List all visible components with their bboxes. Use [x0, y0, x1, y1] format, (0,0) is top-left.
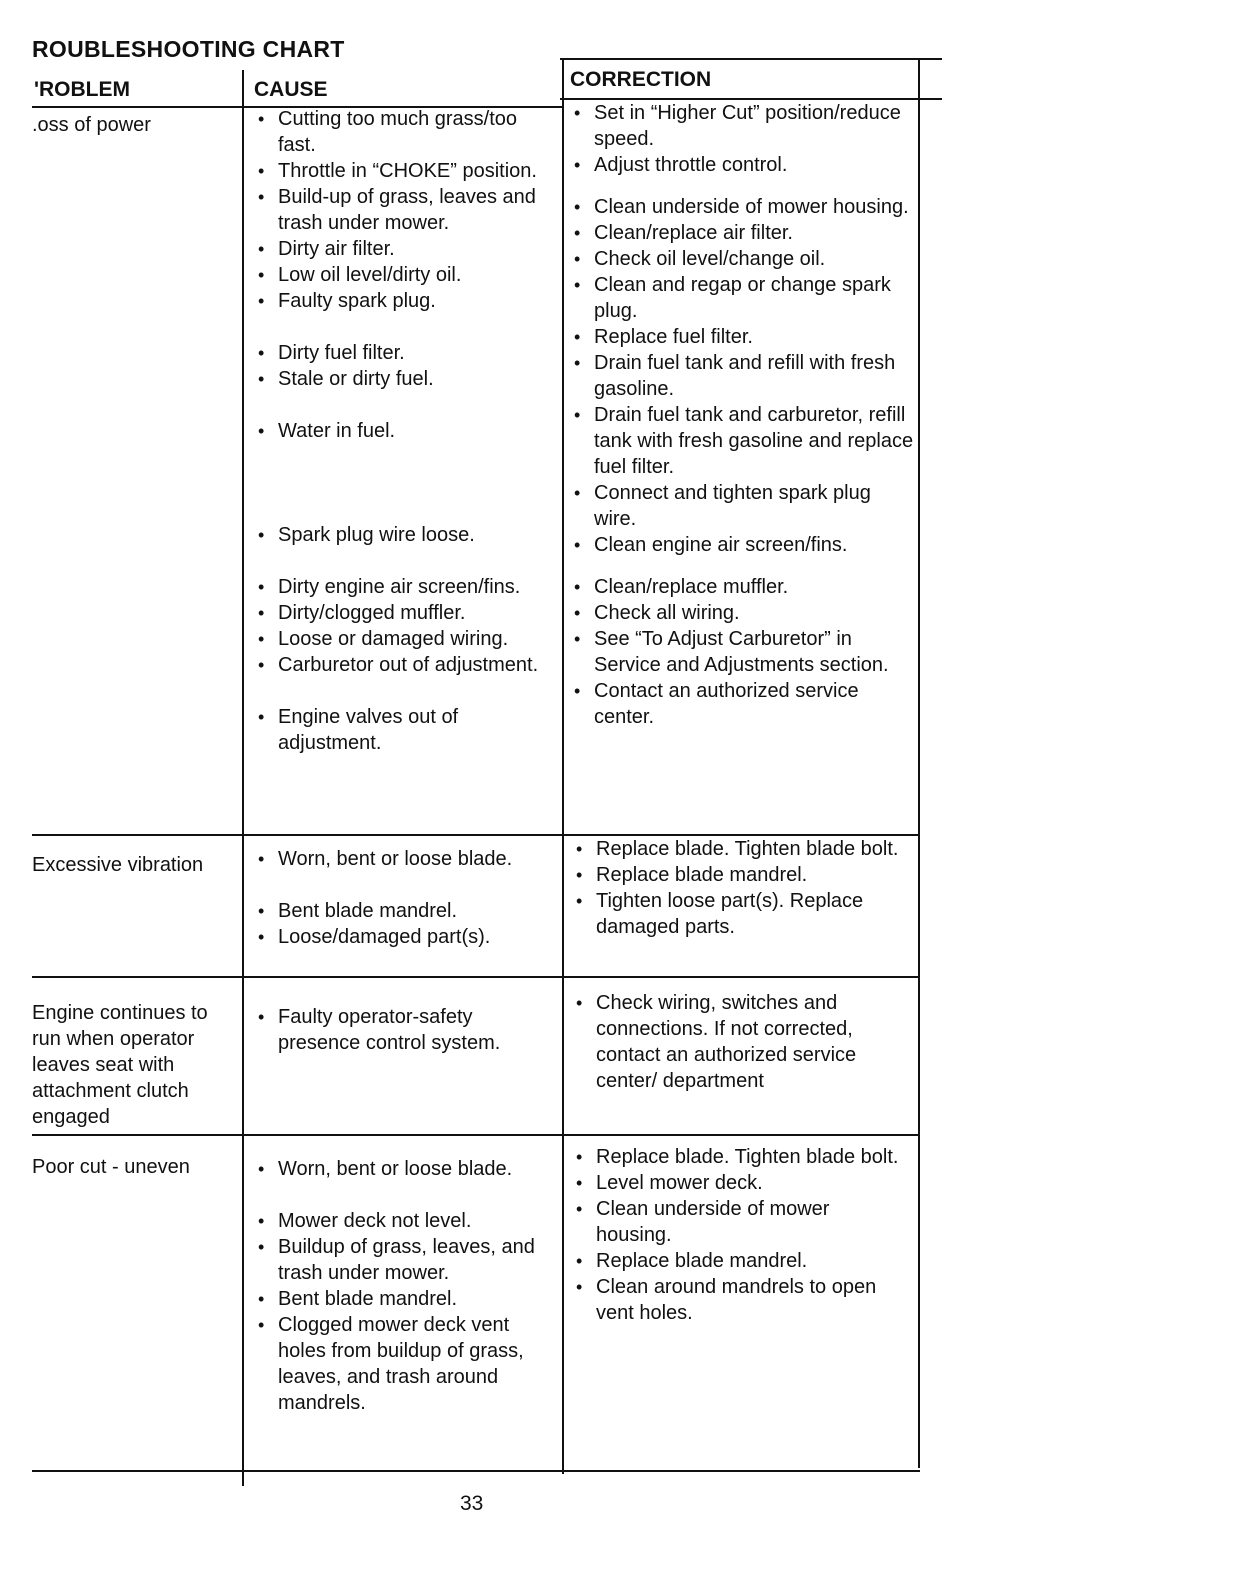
list-item: • Clean underside of mower housing. [570, 194, 914, 220]
list-item: • Level mower deck. [572, 1170, 902, 1196]
list-item: • Replace blade. Tighten blade bolt. [572, 1144, 902, 1170]
causes-engine-continues-to-run [254, 1004, 554, 1056]
corrections-loss-of-power [570, 100, 914, 730]
list-item: • Low oil level/dirty oil. [254, 262, 554, 288]
list-item: • Replace blade. Tighten blade bolt. [572, 836, 916, 862]
list-item: • Bent blade mandrel. [254, 1286, 558, 1312]
list-item: • Connect and tighten spark plug wire. [570, 480, 914, 532]
list-item: • Cutting too much grass/too fast. [254, 106, 554, 158]
problem-poor-cut-uneven: Poor cut - uneven [32, 1156, 190, 1178]
list-item: • Set in “Higher Cut” position/reduce speed. [570, 100, 914, 152]
list-item: • Loose/damaged part(s). [254, 924, 560, 950]
problem-excessive-vibration: Excessive vibration [32, 854, 204, 876]
list-item: • Bent blade mandrel. [254, 898, 560, 924]
page-number: 33 [460, 1492, 484, 1515]
list-item: • Clean around mandrels to open vent holes. [572, 1274, 902, 1326]
list-item: • Throttle in “CHOKE” position. [254, 158, 554, 184]
list-item: • Clean/replace air filter. [570, 220, 914, 246]
row-divider [32, 1134, 920, 1136]
list-item: • Stale or dirty fuel. [254, 366, 554, 392]
list-item: • See “To Adjust Carburetor” in Service and Adjustments section. [570, 626, 914, 678]
chart-title: ROUBLESHOOTING CHART [32, 36, 345, 62]
corrections-excessive-vibration [572, 836, 916, 940]
list-item: • Mower deck not level. [254, 1208, 558, 1234]
list-item: • Engine valves out of adjustment. [254, 704, 554, 756]
header-correction: CORRECTION [560, 58, 942, 100]
list-item: • Dirty fuel filter. [254, 340, 554, 366]
list-item: • Clean engine air screen/fins. [570, 532, 914, 558]
divider-right [918, 58, 920, 1468]
causes-poor-cut-uneven [254, 1156, 558, 1416]
list-item: • Buildup of grass, leaves, and trash under mower. [254, 1234, 558, 1286]
list-item: • Adjust throttle control. [570, 152, 914, 178]
list-item: • Replace fuel filter. [570, 324, 914, 350]
table-bottom-border [32, 1470, 920, 1472]
list-item: • Check oil level/change oil. [570, 246, 914, 272]
header-problem: 'ROBLEM [32, 70, 244, 108]
list-item: • Dirty air filter. [254, 236, 554, 262]
list-item: • Clean and regap or change spark plug. [570, 272, 914, 324]
list-item: • Clogged mower deck vent holes from buildup of grass, leaves, and trash around mandrels. [254, 1312, 558, 1416]
list-item: • Clean/replace muffler. [570, 574, 914, 600]
list-item: • Spark plug wire loose. [254, 522, 554, 548]
list-item: • Loose or damaged wiring. [254, 626, 554, 652]
list-item: • Clean underside of mower housing. [572, 1196, 902, 1248]
list-item: • Replace blade mandrel. [572, 1248, 902, 1274]
corrections-engine-continues-to-run [572, 990, 902, 1094]
list-item: • Contact an authorized service center. [570, 678, 914, 730]
list-item: • Replace blade mandrel. [572, 862, 916, 888]
header-cause: CAUSE [244, 70, 562, 108]
list-item: • Drain fuel tank and refill with fresh gasoline. [570, 350, 914, 402]
list-item: • Build-up of grass, leaves and trash under mower. [254, 184, 554, 236]
list-item: • Tighten loose part(s). Replace damaged parts. [572, 888, 916, 940]
list-item: • Dirty engine air screen/fins. [254, 574, 554, 600]
divider-left [242, 70, 244, 1486]
list-item: • Worn, bent or loose blade. [254, 1156, 558, 1182]
corrections-poor-cut-uneven [572, 1144, 902, 1326]
list-item: • Dirty/clogged muffler. [254, 600, 554, 626]
row-divider [32, 976, 920, 978]
list-item: • Check wiring, switches and connections. If not corrected, contact an authorized service center/ department [572, 990, 902, 1094]
list-item: • Check all wiring. [570, 600, 914, 626]
troubleshooting-table [32, 58, 942, 1498]
list-item: • Faulty operator-safety presence control system. [254, 1004, 554, 1056]
list-item: • Drain fuel tank and carburetor, refill tank with fresh gasoline and replace fuel filter. [570, 402, 914, 480]
problem-engine-continues-to-run: Engine continues to run when operator leaves seat with attachment clutch engaged [32, 1002, 208, 1128]
list-item: • Carburetor out of adjustment. [254, 652, 554, 678]
causes-excessive-vibration [254, 846, 560, 950]
divider-middle [562, 58, 564, 1474]
causes-loss-of-power [254, 106, 554, 756]
problem-loss-of-power: .oss of power [32, 114, 151, 136]
list-item: • Faulty spark plug. [254, 288, 554, 314]
list-item: • Worn, bent or loose blade. [254, 846, 560, 872]
list-item: • Water in fuel. [254, 418, 554, 444]
